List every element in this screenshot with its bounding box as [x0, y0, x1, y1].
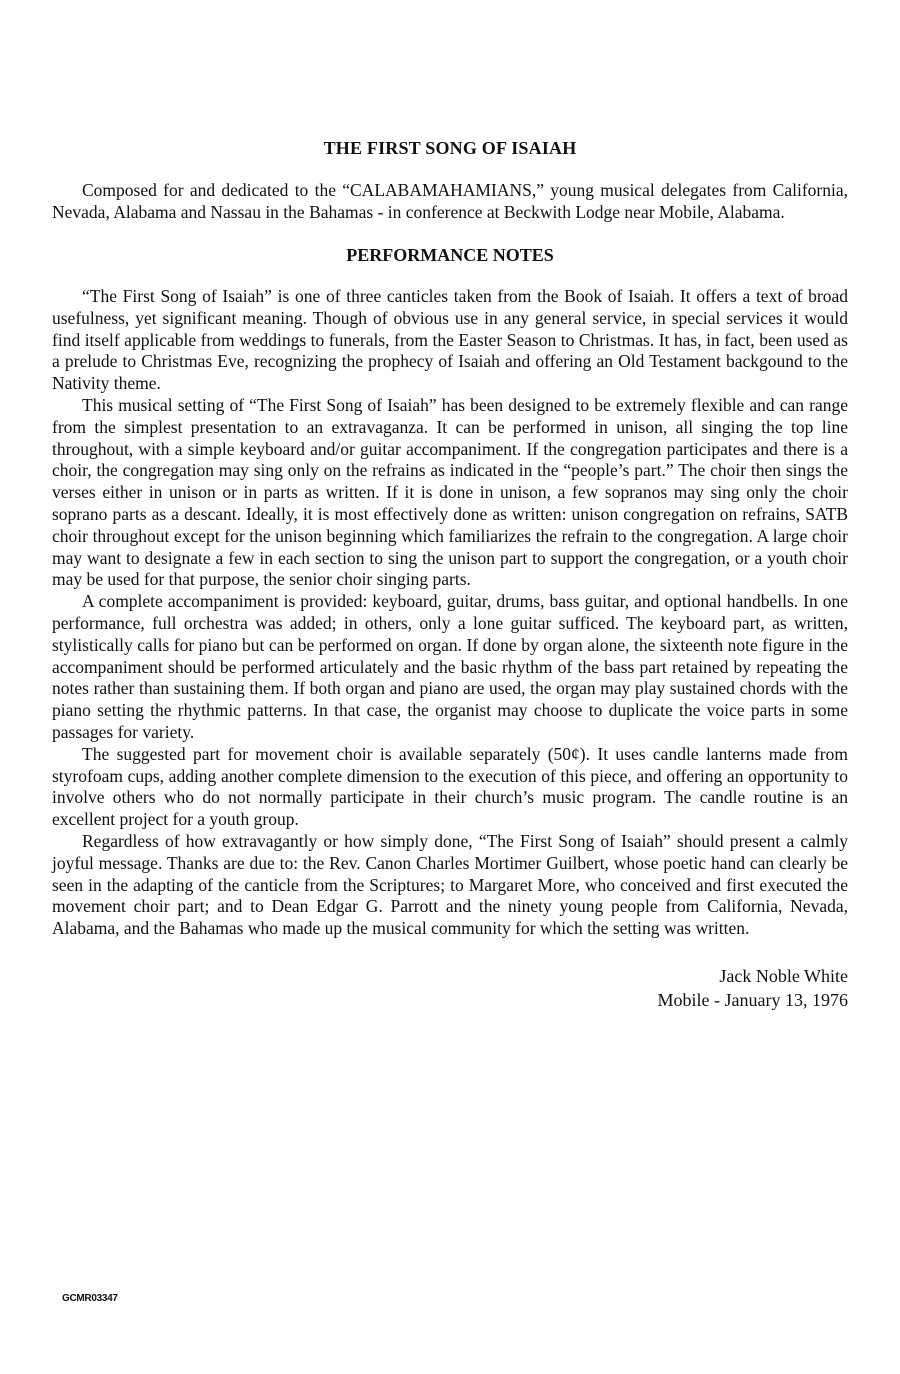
performance-notes-body: [52, 286, 848, 940]
notes-paragraph: The suggested part for movement choir is available separately (50¢). It uses candle lanterns made from styrofoam cups, adding another complete dimension to the execution of this piece, and offering an opportunity to involve others who do not normally participate in their church’s music program. The candle routine is an excellent project for a youth group.: [52, 743, 848, 830]
notes-paragraph: A complete accompaniment is provided: keyboard, guitar, drums, bass guitar, and optional handbells. In one performance, full orchestra was added; in others, only a lone guitar sufficed. The keyboard part, as written, stylistically calls for piano but can be performed on organ. If done by organ alone, the sixteenth note figure in the accompaniment should be performed articulately and the basic rhythm of the bass part retained by repeating the notes rather than sustaining them. If both organ and piano are used, the organ may play sustained chords with the piano setting the rhythmic patterns. In that case, the organist may choose to duplicate the voice parts in some passages for variety.: [52, 591, 848, 742]
notes-paragraph: This musical setting of “The First Song of Isaiah” has been designed to be extremely flexible and can range from the simplest presentation to an extravaganza. It can be performed in unison, all singing the top line throughout, with a simple keyboard and/or guitar accompaniment. If the congregation participates and there is a choir, the congregation may sing only on the refrains as indicated in the “people’s part.” The choir then sings the verses either in unison or in parts as written. If it is done in unison, a few sopranos may sing only the choir soprano parts as a descant. Ideally, it is most effectively done as written: unison congregation on refrains, SATB choir throughout except for the unison beginning which familiarizes the refrain to the congregation. A large choir may want to designate a few in each section to sing the unison part to support the congregation, or a youth choir may be used for that purpose, the senior choir singing parts.: [52, 394, 848, 590]
dedication-paragraph: Composed for and dedicated to the “CALABAMAHAMIANS,” young musical delegates from California, Nevada, Alabama and Nassau in the Bahamas - in conference at Beckwith Lodge near Mobile, Alabama.: [52, 180, 848, 222]
notes-paragraph: “The First Song of Isaiah” is one of three canticles taken from the Book of Isaiah. It offers a text of broad usefulness, yet significant meaning. Though of obvious use in any general service, in special services it would find itself applicable from weddings to funerals, from the Easter Season to Christmas. It has, in fact, been used as a prelude to Christmas Eve, recognizing the prophecy of Isaiah and offering an Old Testament backgound to the Nativity theme.: [52, 286, 848, 394]
notes-paragraph: Regardless of how extravagantly or how simply done, “The First Song of Isaiah” should present a calmly joyful message. Thanks are due to: the Rev. Canon Charles Mortimer Guilbert, whose poetic hand can clearly be seen in the adapting of the canticle from the Scriptures; to Margaret More, who conceived and first executed the movement choir part; and to Dean Edgar G. Parrott and the ninety young people from California, Nevada, Alabama, and the Bahamas who made up the musical community for which the setting was written.: [52, 830, 848, 939]
signature-block: [52, 964, 848, 1012]
performance-notes-heading: PERFORMANCE NOTES: [346, 245, 554, 265]
page-title: THE FIRST SONG OF ISAIAH: [323, 138, 577, 158]
document-page: [52, 138, 848, 1012]
place-date: Mobile - January 13, 1976: [657, 989, 848, 1010]
catalog-code: GCMR03347: [62, 1293, 118, 1304]
author-name: Jack Noble White: [719, 965, 848, 986]
